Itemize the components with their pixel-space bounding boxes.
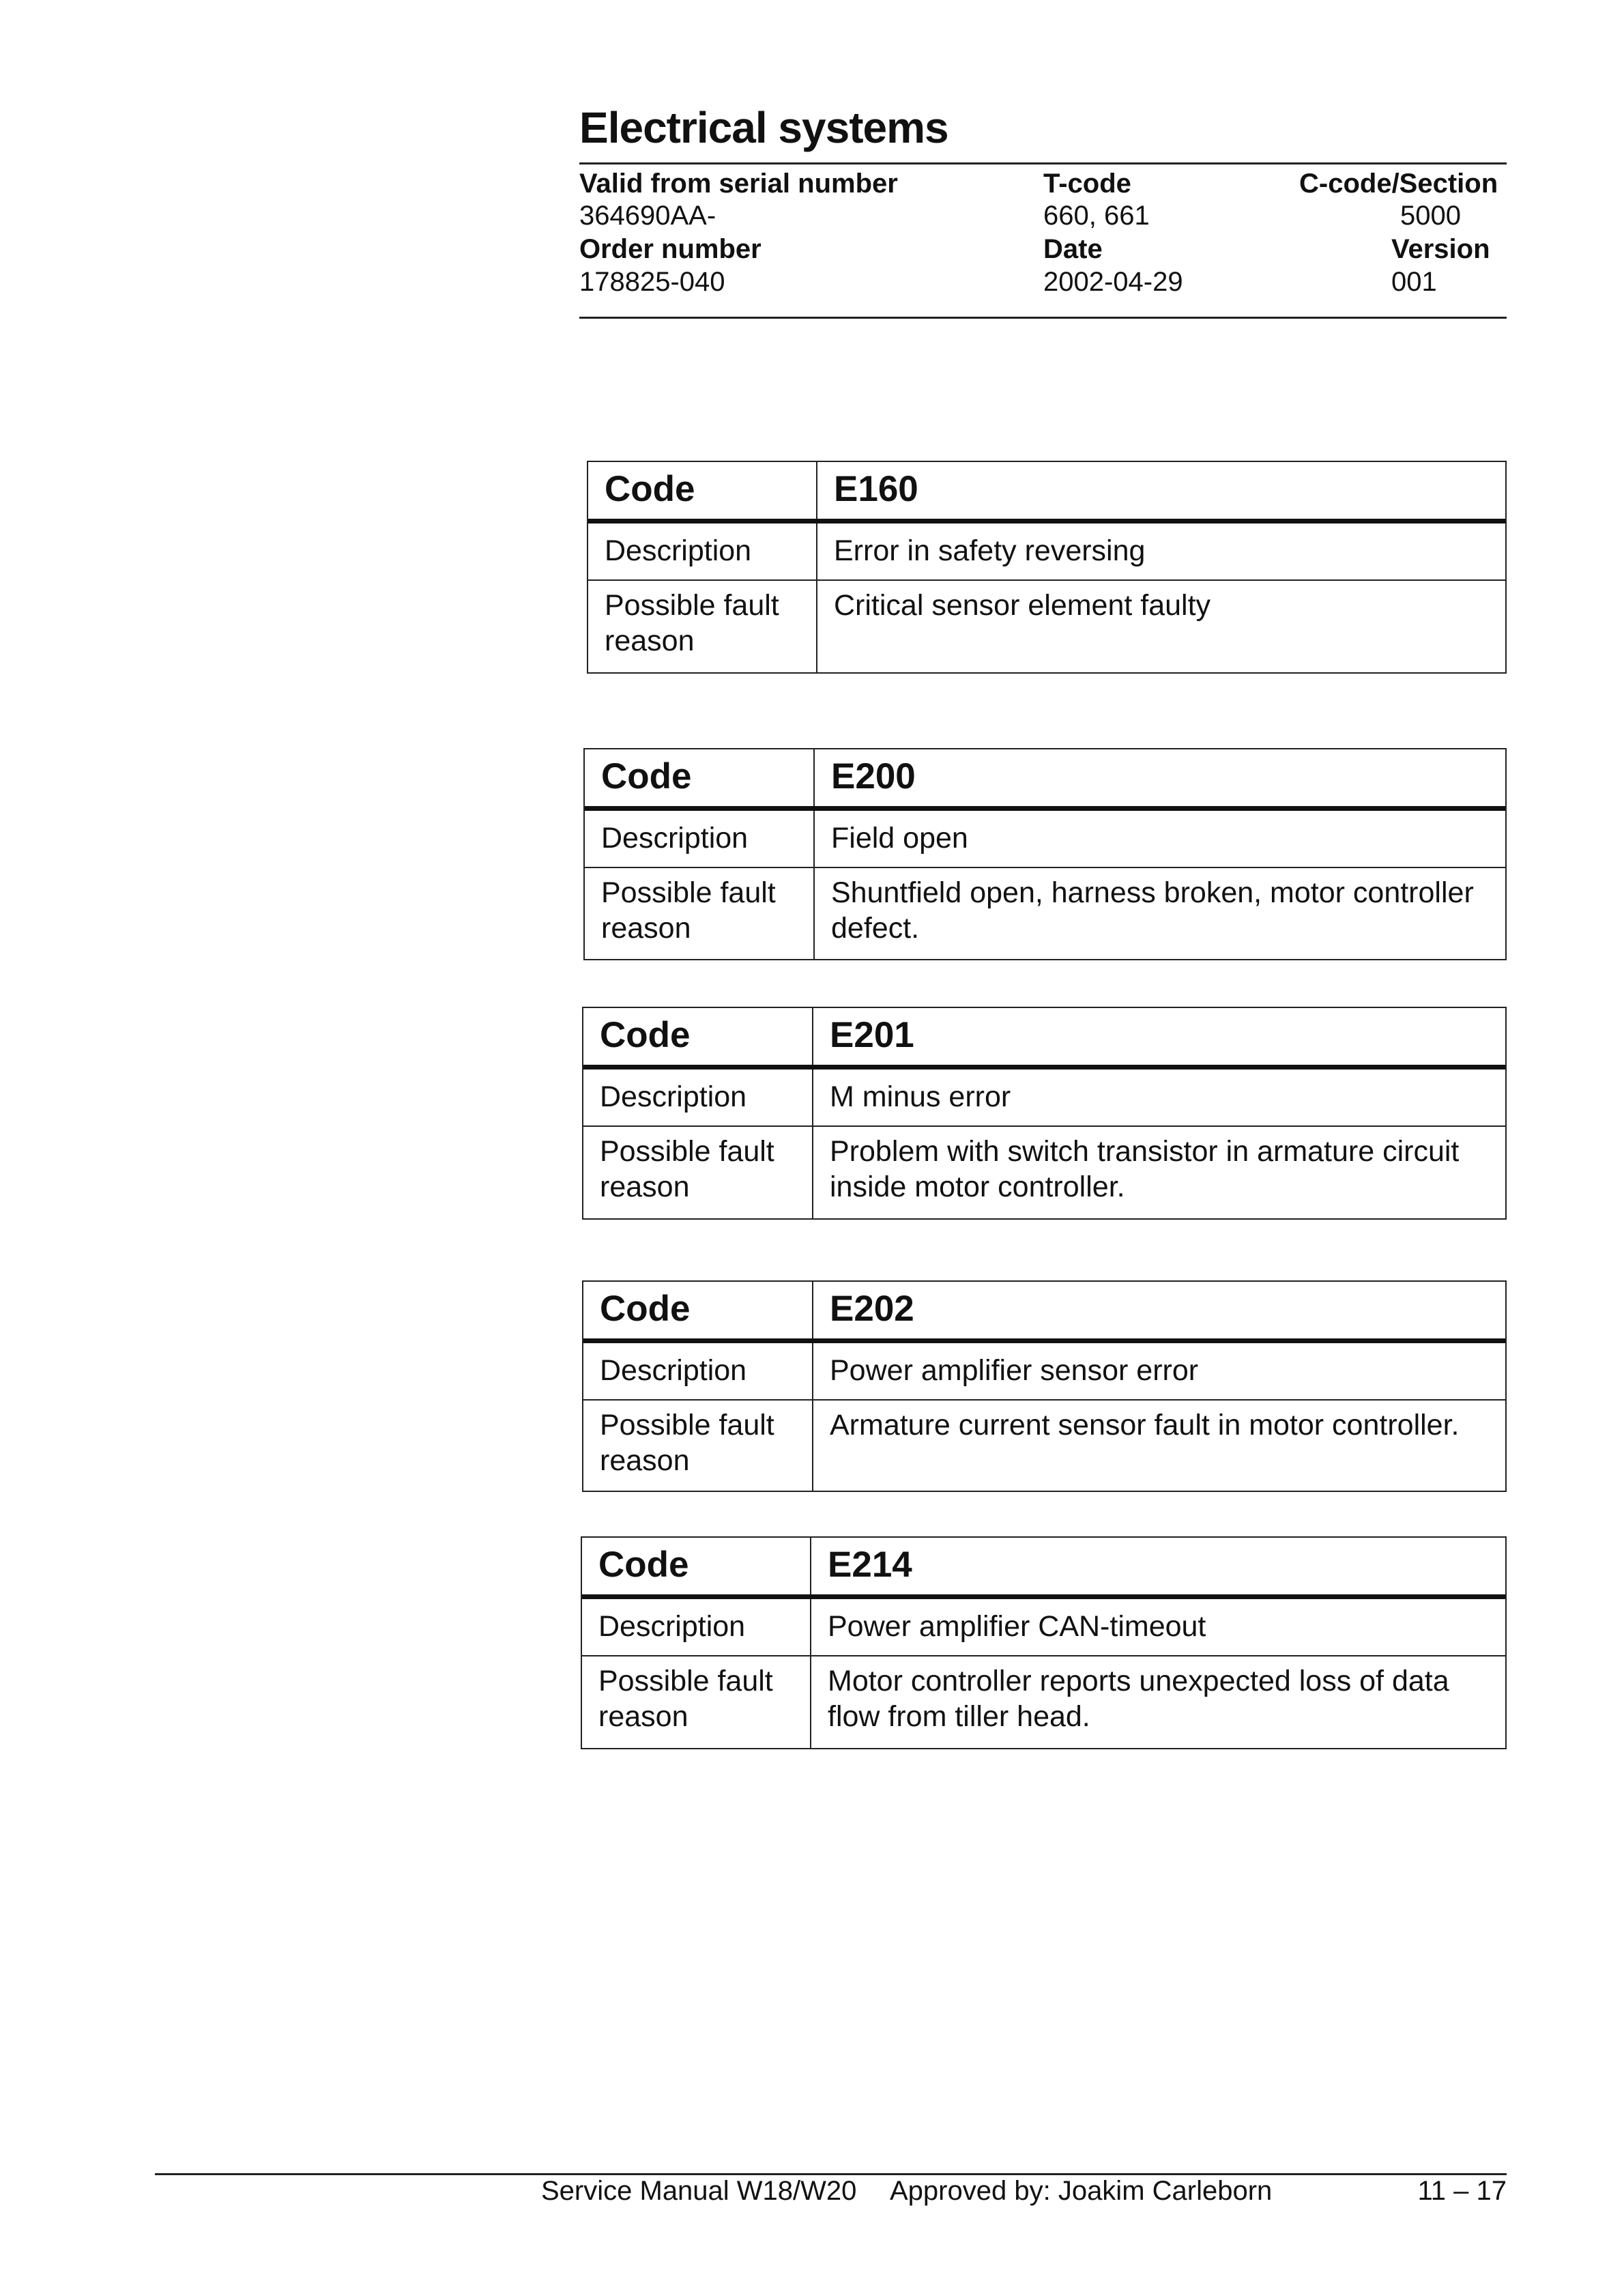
description-label: Description — [583, 1070, 813, 1125]
code-value: E201 — [830, 1015, 914, 1055]
code-label: Code — [588, 462, 817, 519]
header-bottom-rule — [579, 317, 1507, 319]
code-value: E200 — [831, 756, 916, 797]
code-label: Code — [583, 1008, 813, 1065]
fault-reason-value: Critical sensor element faulty — [834, 589, 1211, 622]
code-label: Code — [582, 1538, 811, 1594]
error-code-table-e214 — [581, 1536, 1507, 1749]
description-label: Description — [583, 1343, 813, 1399]
header-top-rule — [579, 162, 1507, 164]
order-number-label: Order number — [579, 234, 762, 264]
code-label: Code — [583, 1282, 813, 1338]
description-value: M minus error — [830, 1080, 1011, 1113]
footer-rule — [155, 2173, 1507, 2175]
fault-reason-label: Possible fault reason — [583, 1127, 813, 1218]
description-value: Power amplifier sensor error — [830, 1354, 1199, 1387]
ccode-value: 5000 — [1400, 201, 1461, 231]
fault-reason-label: Possible fault reason — [585, 868, 815, 959]
description-value: Power amplifier CAN-timeout — [828, 1610, 1206, 1643]
fault-reason-value: Problem with switch transistor in armature circuit inside motor controller. — [830, 1135, 1460, 1203]
error-code-table-e200 — [583, 748, 1507, 960]
fault-reason-value: Shuntfield open, harness broken, motor controller defect. — [831, 876, 1474, 945]
description-label: Description — [585, 811, 815, 867]
fault-reason-value: Armature current sensor fault in motor controller. — [830, 1409, 1460, 1441]
order-number-value: 178825-040 — [579, 267, 725, 297]
version-label: Version — [1391, 234, 1490, 264]
code-value: E214 — [828, 1545, 912, 1585]
code-label: Code — [585, 749, 815, 806]
code-value: E202 — [830, 1289, 914, 1329]
page-title: Electrical systems — [579, 103, 948, 152]
error-code-table-e201 — [582, 1007, 1507, 1220]
fault-reason-value: Motor controller reports unexpected loss of data flow from tiller head. — [828, 1665, 1449, 1733]
tcode-value: 660, 661 — [1043, 201, 1150, 231]
date-label: Date — [1043, 234, 1103, 264]
description-value: Error in safety reversing — [834, 534, 1146, 567]
description-value: Field open — [831, 822, 968, 855]
ccode-label: C-code/Section — [1299, 169, 1498, 199]
fault-reason-label: Possible fault reason — [583, 1401, 813, 1491]
valid-from-value: 364690AA- — [579, 201, 716, 231]
code-value: E160 — [834, 469, 918, 509]
valid-from-label: Valid from serial number — [579, 169, 898, 199]
description-label: Description — [588, 523, 817, 579]
version-value: 001 — [1391, 267, 1437, 297]
footer-approved-by: Approved by: Joakim Carleborn — [890, 2176, 1273, 2206]
fault-reason-label: Possible fault reason — [582, 1656, 811, 1748]
footer-manual-title: Service Manual W18/W20 — [541, 2176, 857, 2206]
description-label: Description — [582, 1599, 811, 1655]
tcode-label: T-code — [1043, 169, 1131, 199]
error-code-table-e202 — [582, 1280, 1507, 1492]
date-value: 2002-04-29 — [1043, 267, 1183, 297]
error-code-table-e160 — [587, 461, 1507, 674]
fault-reason-label: Possible fault reason — [588, 581, 817, 672]
footer-page-number: 11 – 17 — [1417, 2176, 1507, 2206]
